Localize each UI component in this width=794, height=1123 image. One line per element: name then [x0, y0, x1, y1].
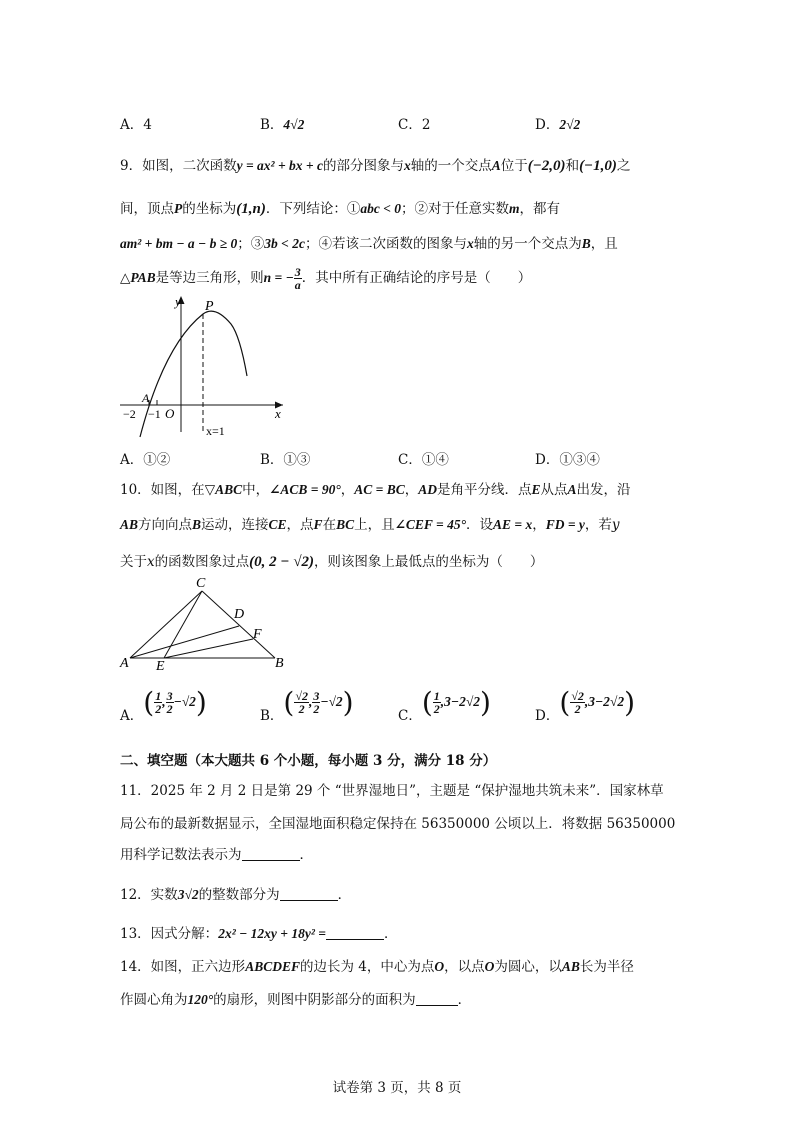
- section-2-title: 二、填空题（本大题共 6 个小题，每小题 3 分，满分 18 分）: [120, 753, 497, 769]
- q9-options: [120, 448, 680, 468]
- q10-label-e: E: [156, 659, 165, 670]
- q9-option-d: D．①③④: [535, 452, 600, 468]
- q10-label-b: B: [275, 656, 284, 670]
- q10-option-c: C．( $\frac{1}{2}$ ,3−2√2): [398, 686, 491, 724]
- q8-option-a: A．4: [120, 117, 152, 133]
- q9-tick-minus2: −2: [123, 407, 136, 421]
- q9-line-3: am² + bm − a − b ≥ 0；③3b < 2c；④若该二次函数的图象与x轴的另一个交点为B，且: [120, 236, 618, 252]
- q10-line-1: 10．如图，在▽ABC中，∠ACB = 90°，AC = BC，AD是角平分线．点E从点A出发，沿: [120, 482, 631, 498]
- q9-line-1: 9．如图，二次函数y = ax² + bx + c的部分图象与x轴的一个交点A位于(−2,0)和(−1,0)之: [120, 158, 631, 174]
- page-footer: 试卷第 3 页，共 8 页: [332, 1080, 462, 1096]
- q10-option-a: A．( $\frac{1}{2}$ , $\frac{3}{2}$ −√2): [120, 686, 207, 724]
- q11-answer-blank[interactable]: [242, 846, 300, 861]
- q10-options: [120, 686, 680, 730]
- q10-line-3: 关于x的函数图象过点(0, 2 − √2)，则该图象上最低点的坐标为（ ）: [120, 554, 544, 570]
- q11-line-1: 11．2025 年 2 月 2 日是第 29 个 “世界湿地日”，主题是 “保护湿地共筑未来”．国家林草: [120, 783, 664, 799]
- q9-option-a: A．①②: [120, 452, 171, 468]
- q8-option-c: C．2: [398, 117, 431, 133]
- q9-x1-label: x=1: [206, 424, 225, 438]
- q8-option-d: D．2√2: [535, 117, 581, 133]
- q11-line-3: 用科学记数法表示为 ．: [120, 847, 313, 863]
- q9-tick-minus1: −1: [148, 407, 161, 421]
- q13-line: 13．因式分解：2x² − 12xy + 18y² = ．: [120, 926, 398, 942]
- q9-parabola-graph: [115, 292, 290, 440]
- q12-answer-blank[interactable]: [280, 886, 338, 901]
- q9-p-label: P: [205, 299, 214, 314]
- q10-segment-ce: [164, 591, 202, 658]
- q9-x-label: x: [275, 406, 281, 421]
- q10-line-2: AB方向向点B运动，连接CE，点F在BC上，且∠CEF = 45°．设AE = x，FD = y，若y: [120, 517, 620, 533]
- q8-options: [120, 113, 680, 133]
- q9-origin-label: O: [165, 406, 175, 421]
- q10-label-c: C: [196, 576, 206, 591]
- q9-line-2: 间，顶点P的坐标为(1,n)．下列结论：①abc < 0；②对于任意实数m，都有: [120, 201, 561, 217]
- q10-label-a: A: [120, 656, 129, 670]
- q9-a-label: A: [142, 391, 150, 405]
- q11-line-2: 局公布的最新数据显示，全国湿地面积稳定保持在 56350000 公顷以上．将数据 56350000: [120, 816, 676, 832]
- q9-option-c: C．①④: [398, 452, 449, 468]
- q10-option-b: B．( $\frac{√2}{2}$ , $\frac{3}{2}$ −√2): [260, 686, 354, 724]
- q14-line-2: 作圆心角为120°的扇形，则图中阴影部分的面积为 ．: [120, 992, 472, 1008]
- q8-option-b: B．4√2: [260, 117, 305, 133]
- q14-line-1: 14．如图，正六边形ABCDEF的边长为 4，中心为点O，以点O为圆心，以AB长为半径: [120, 959, 634, 975]
- q10-label-d: D: [234, 607, 245, 622]
- q9-line-4: △PAB是等边三角形，则n = − $\frac{3}{a}$ ．其中所有正确结论的序号是（ ）: [120, 265, 532, 292]
- q12-line: 12．实数3√2的整数部分为 ．: [120, 887, 352, 903]
- q13-answer-blank[interactable]: [326, 925, 384, 940]
- q10-option-d: D．( $\frac{√2}{2}$ ,3−2√2): [535, 686, 636, 724]
- q10-segment-ef: [164, 639, 253, 658]
- q10-triangle-figure: [118, 575, 293, 670]
- q10-label-f: F: [253, 627, 262, 642]
- q9-y-label: y: [175, 294, 181, 309]
- q14-answer-blank[interactable]: [416, 991, 458, 1006]
- q9-option-b: B．①③: [260, 452, 311, 468]
